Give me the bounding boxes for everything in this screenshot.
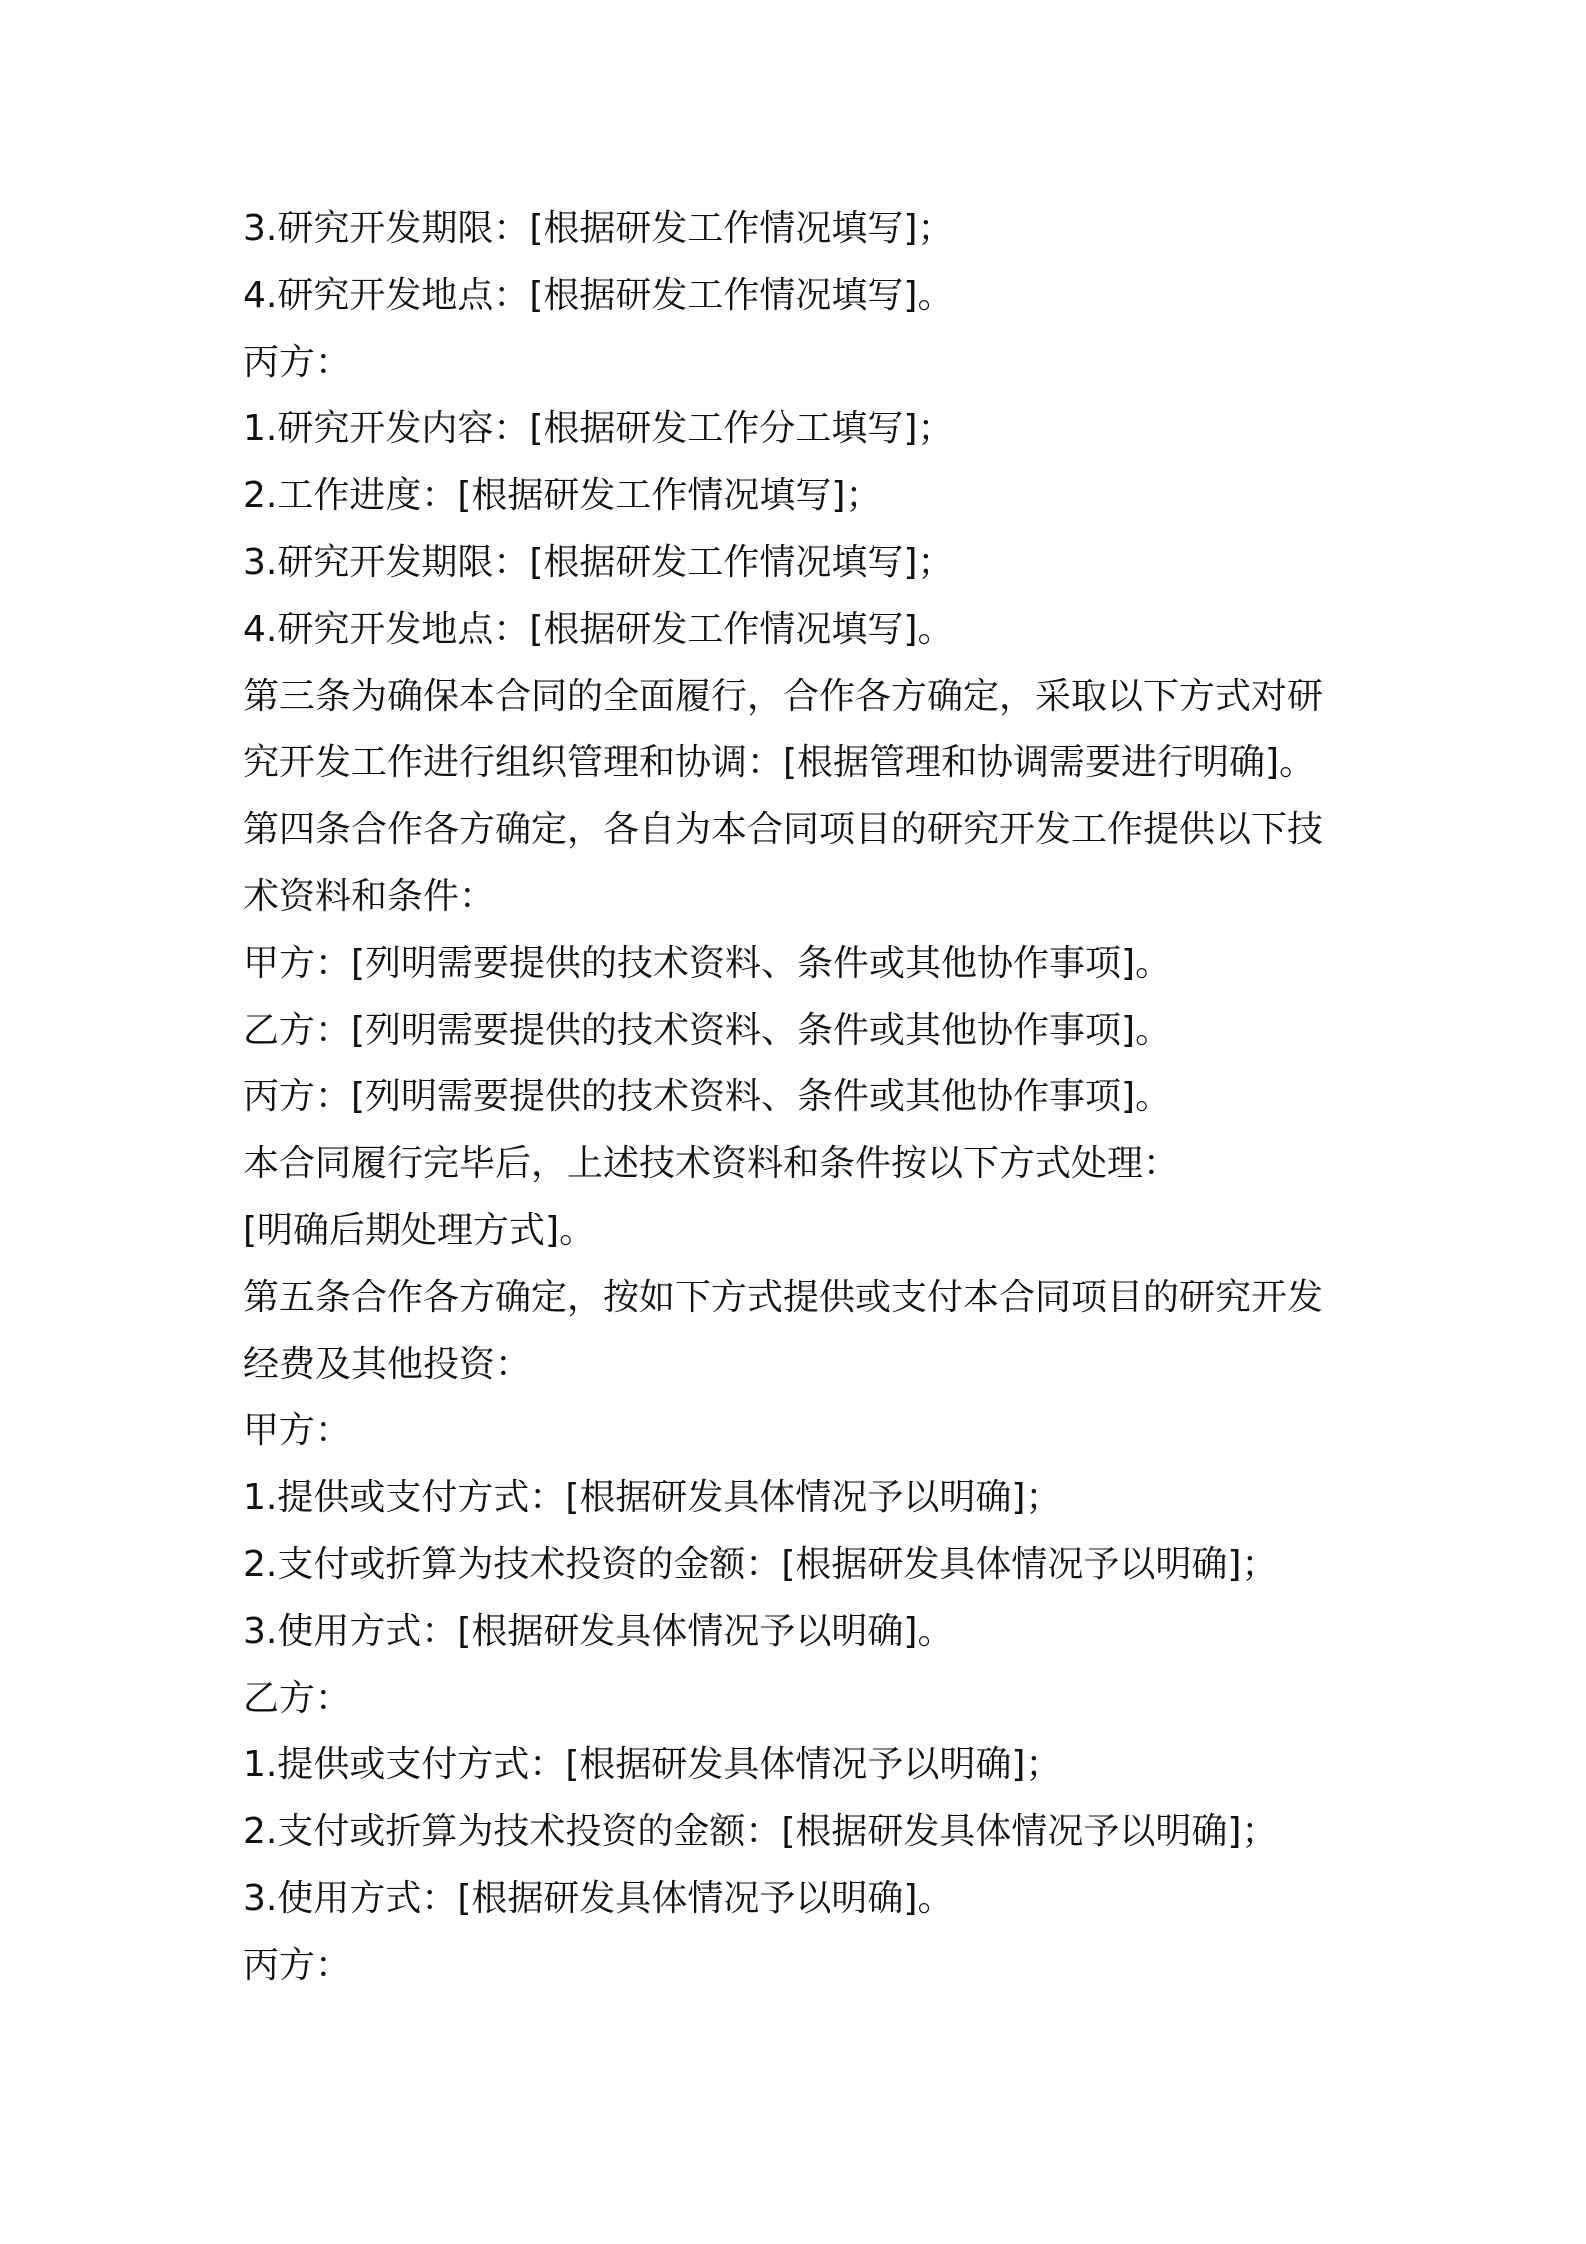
- line-article-5-part-1: 第五条合作各方确定，按如下方式提供或支付本合同项目的研究开发: [243, 1276, 1324, 1318]
- line-article-3-part-1: 第三条为确保本合同的全面履行，合作各方确定，采取以下方式对研: [243, 675, 1324, 717]
- line-research-location-c: 4.研究开发地点：[根据研发工作情况填写]。: [243, 608, 954, 650]
- line-work-progress: 2.工作进度：[根据研发工作情况填写]；: [243, 475, 882, 517]
- line-b-investment-amount: 2.支付或折算为技术投资的金额：[根据研发具体情况予以明确]；: [243, 1811, 1278, 1853]
- line-a-usage: 3.使用方式：[根据研发具体情况予以明确]。: [243, 1610, 954, 1652]
- line-research-period-c: 3.研究开发期限：[根据研发工作情况填写]；: [243, 541, 954, 583]
- line-research-period: 3.研究开发期限：[根据研发工作情况填写]；: [243, 208, 954, 249]
- line-a-payment-method: 1.提供或支付方式：[根据研发具体情况予以明确]；: [243, 1477, 1062, 1519]
- line-party-c-heading-2: 丙方：: [243, 1944, 352, 1986]
- line-post-processing: [明确后期处理方式]。: [243, 1209, 596, 1251]
- line-article-4-part-2: 术资料和条件：: [243, 875, 496, 917]
- line-article-3-part-2: 究开发工作进行组织管理和协调：[根据管理和协调需要进行明确]。: [243, 742, 1316, 784]
- line-b-payment-method: 1.提供或支付方式：[根据研发具体情况予以明确]；: [243, 1744, 1062, 1786]
- line-party-a-materials: 甲方：[列明需要提供的技术资料、条件或其他协作事项]。: [243, 942, 1172, 984]
- line-party-c-materials: 丙方：[列明需要提供的技术资料、条件或其他协作事项]。: [243, 1076, 1172, 1118]
- line-a-investment-amount: 2.支付或折算为技术投资的金额：[根据研发具体情况予以明确]；: [243, 1543, 1278, 1585]
- line-party-c-heading: 丙方：: [243, 341, 352, 383]
- line-b-usage: 3.使用方式：[根据研发具体情况予以明确]。: [243, 1877, 954, 1919]
- line-party-b-heading: 乙方：: [243, 1677, 352, 1719]
- document-body: [243, 196, 1363, 2000]
- line-research-content: 1.研究开发内容：[根据研发工作分工填写]；: [243, 408, 954, 450]
- line-article-5-part-2: 经费及其他投资：: [243, 1343, 532, 1385]
- line-research-location: 4.研究开发地点：[根据研发工作情况填写]。: [243, 274, 954, 316]
- line-article-4-part-1: 第四条合作各方确定，各自为本合同项目的研究开发工作提供以下技: [243, 809, 1324, 851]
- line-party-a-heading: 甲方：: [243, 1410, 352, 1452]
- line-party-b-materials: 乙方：[列明需要提供的技术资料、条件或其他协作事项]。: [243, 1009, 1172, 1051]
- line-post-completion: 本合同履行完毕后，上述技术资料和条件按以下方式处理：: [243, 1143, 1180, 1185]
